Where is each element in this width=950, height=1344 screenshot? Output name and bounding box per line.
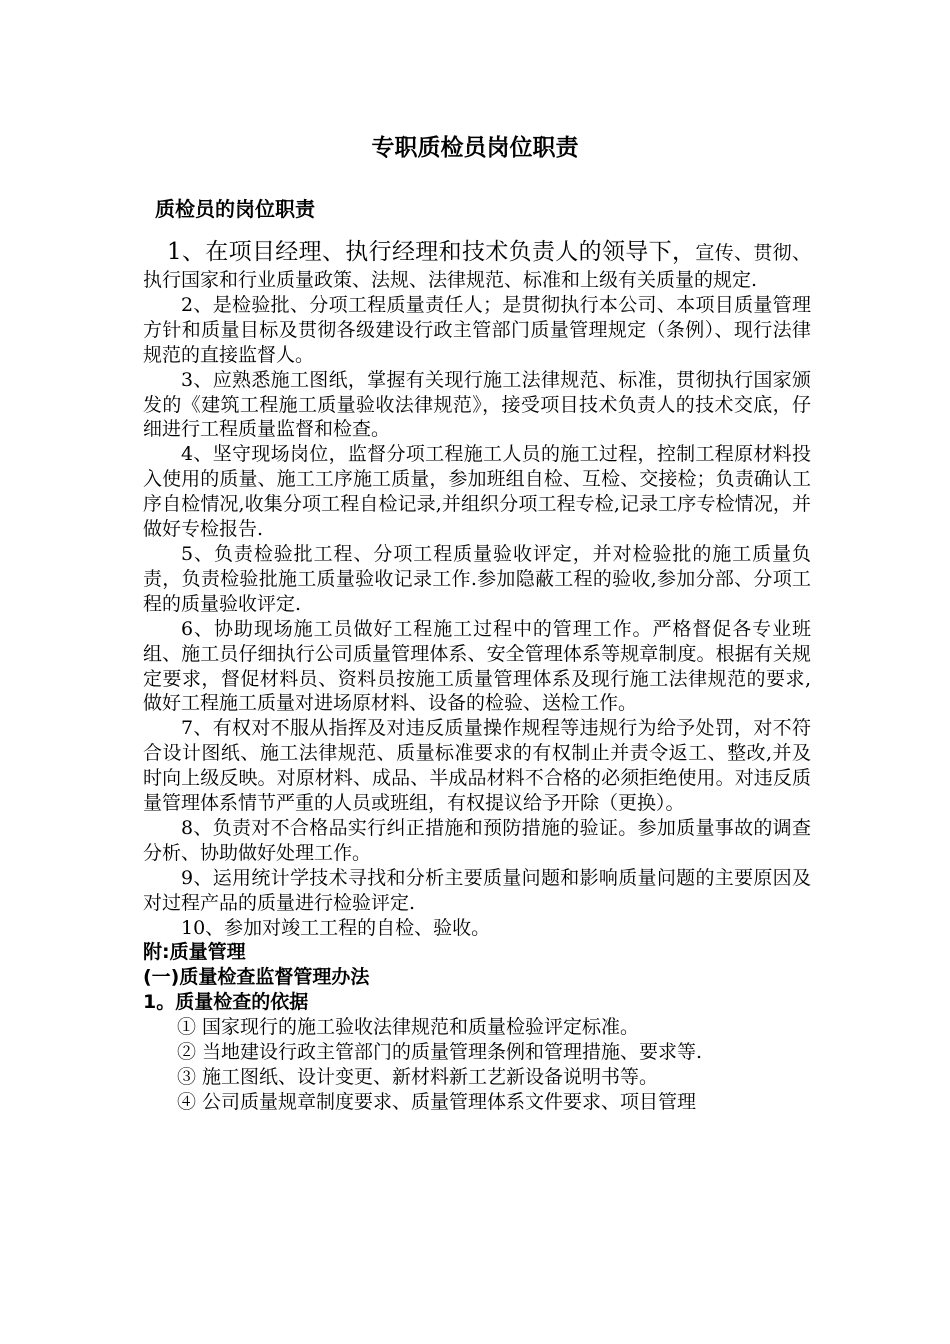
duty-paragraph: 8、负责对不合格品实行纠正措施和预防措施的验证。参加质量事故的调查分析、协助做好处理工作。 bbox=[143, 816, 811, 864]
duty-paragraph: 9、运用统计学技术寻找和分析主要质量问题和影响质量问题的主要原因及对过程产品的质量进行检验评定. bbox=[143, 866, 811, 914]
duty-paragraph: 4、坚守现场岗位，监督分项工程施工人员的施工过程，控制工程原材料投入使用的质量、施工工序施工质量，参加班组自检、互检、交接检；负责确认工序自检情况,收集分项工程自检记录,并组织分项工程专检,记录工序专检情况，并做好专检报告. bbox=[143, 443, 811, 541]
duty-lead-text: 1、在项目经理、执行经理和技术负责人的领导下， bbox=[167, 239, 696, 265]
appendix-heading: 附:质量管理 bbox=[143, 941, 246, 964]
duty-text: 宣传、贯彻、执行国家和行业质量政策、法规、法律规范、标准和上级有关质量的规定. bbox=[143, 242, 811, 291]
duty-paragraph: 2、是检验批、分项工程质量责任人；是贯彻执行本公司、本项目质量管理方针和质量目标及贯彻各级建设行政主管部门质量管理规定（条例）、现行法律规范的直接监督人。 bbox=[143, 293, 811, 366]
document-body bbox=[143, 236, 811, 1115]
page-title: 专职质检员岗位职责 bbox=[371, 135, 579, 161]
basis-list-item: ④ 公司质量规章制度要求、质量管理体系文件要求、项目管理 bbox=[177, 1090, 697, 1113]
duty-paragraph: 10、参加对竣工工程的自检、验收。 bbox=[181, 916, 491, 939]
subsection-heading: 1。质量检查的依据 bbox=[143, 991, 309, 1014]
duty-paragraph bbox=[143, 236, 811, 293]
section-heading: (一)质量检查监督管理办法 bbox=[143, 966, 370, 989]
basis-list-item: ② 当地建设行政主管部门的质量管理条例和管理措施、要求等. bbox=[177, 1041, 703, 1064]
section-subtitle: 质检员的岗位职责 bbox=[155, 197, 315, 221]
basis-list-item: ③ 施工图纸、设计变更、新材料新工艺新设备说明书等。 bbox=[177, 1066, 659, 1088]
duty-paragraph: 3、应熟悉施工图纸，掌握有关现行施工法律规范、标准，贯彻执行国家颁发的《建筑工程施工质量验收法律规范》，接受项目技术负责人的技术交底，仔细进行工程质量监督和检查。 bbox=[143, 368, 811, 441]
duty-paragraph: 6、协助现场施工员做好工程施工过程中的管理工作。严格督促各专业班组、施工员仔细执行公司质量管理体系、安全管理体系等规章制度。根据有关规定要求，督促材料员、资料员按施工质量管理体系及现行施工法律规范的要求,做好工程施工质量对进场原材料、设备的检验、送检工作。 bbox=[143, 617, 811, 715]
duty-paragraph: 7、有权对不服从指挥及对违反质量操作规程等违规行为给予处罚，对不符合设计图纸、施工法律规范、质量标准要求的有权制止并责令返工、整改,并及时向上级反映。对原材料、成品、半成品材料不合格的必须拒绝使用。对违反质量管理体系情节严重的人员或班组，有权提议给予开除（更换）。 bbox=[143, 717, 811, 815]
duty-paragraph: 5、负责检验批工程、分项工程质量验收评定，并对检验批的施工质量负责，负责检验批施工质量验收记录工作.参加隐蔽工程的验收,参加分部、分项工程的质量验收评定. bbox=[143, 542, 811, 615]
basis-list-item: ① 国家现行的施工验收法律规范和质量检验评定标准。 bbox=[177, 1016, 640, 1039]
